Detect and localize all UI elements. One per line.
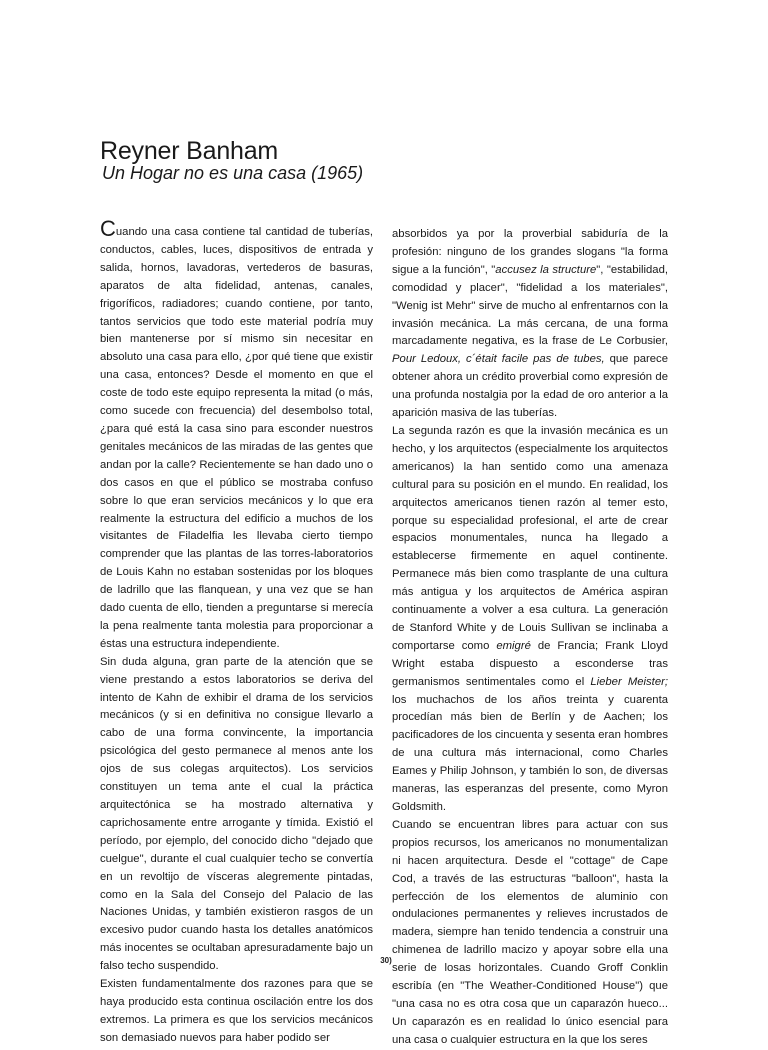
text-run: ", "estabilidad, comodidad y placer", "fidelidad a los materiales", "Wenig ist Mehr" sirve de mucho al enfrentarnos con la invasión mecánica. La más cercana, de una forma marcadamente negativa, es la frase de Le Corbusier,	[392, 263, 668, 348]
paragraph: Sin duda alguna, gran parte de la atención que se viene prestando a estos laboratorios se deriva del intento de Kahn de exhibir el drama de los servicios mecánicos (y si en definitiva no consigue llevarlo a cabo de una forma convincente, la importancia psicológica del gesto permanece al menos ante los ojos de sus colegas arquitectos). Los servicios constituyen un tema ante el cual la práctica arquitectónica se ha mostrado alternativa y caprichosamente entre arrogante y tímida. Existió el período, por ejemplo, del conocido dicho "dejado que cuelgue", durante el cual cualquier techo se convertía en un revoltijo de vísceras alegremente pintadas, como en la Sala del Consejo del Palacio de las Naciones Unidas, y también existieron rasgos de un excesivo pudor cuando hasta los detalles anatómicos más inocentes se ocultaban apresuradamente bajo un falso techo suspendido.	[100, 655, 373, 973]
essay-title: Un Hogar no es una casa (1965)	[102, 163, 364, 183]
left-column	[100, 216, 373, 1048]
dropcap: C	[100, 216, 116, 241]
text-run: La segunda razón es que la invasión mecánica es un hecho, y los arquitectos (especialmente los arquitectos americanos) la han sentido como una amenaza cultural para su posición en el mundo. En realidad, los arquitectos americanos tienen razón al temer esto, porque su especialidad profesional, el arte de crear espacios monumentales, nunca ha llegado a establecerse firmemente en aquel continente. Permanece más bien como trasplante de una cultura más antigua y los arquitectos de América aspiran continuamente a volver a esa cultura. La generación de Stanford White y de Louis Sullivan se inclinaba a comportarse como	[392, 424, 668, 652]
author-heading: Reyner Banham	[100, 137, 279, 165]
italic-phrase: Pour Ledoux, c´était facile pas de tubes,	[392, 353, 605, 366]
paragraph: Cuando se encuentran libres para actuar con sus propios recursos, los americanos no monumentalizan ni hacen arquitectura. Desde el "cottage" de Cape Cod, a través de las estructuras "balloon", hasta la perfección de los elementos de aluminio con ondulaciones permanentes y relieves incrustados de madera, siempre han tenido tendencia a construir una chimenea de ladrillo macizo y apoyar sobre ella una serie de losas horizontales. Cuando Groff Conklin escribía (en "The Weather-Conditioned House") que "una casa no es otra cosa que un caparazón hueco... Un caparazón es en realidad lo único esencial para una casa o cualquier estructura en la que los seres	[392, 818, 668, 1046]
paragraph	[392, 423, 668, 817]
italic-phrase: accusez la structure	[495, 263, 597, 276]
italic-phrase: emigré	[496, 639, 531, 652]
paragraph-text: uando una casa contiene tal cantidad de tuberías, conductos, cables, luces, dispositivos de entrada y salida, hornos, lavadoras, vertederos de basuras, aparatos de alta fidelidad, antenas, canales, frigoríficos, radiadores; cuando contiene, por tanto, tantos servicios que todo este material podría muy bien mantenerse por sí mismo sin necesitar en absoluto una casa para ello, ¿por qué tiene que existir una casa, entonces? Desde el momento en que el coste de todo este equipo representa la mitad (o más, como sucede con frecuencia) del desembolso total, ¿para qué está la casa sino para esconder nuestros genitales mecánicos de las miradas de las gentes que andan por la calle? Recientemente se han dado uno o dos casos en que el público se mostraba confuso sobre lo que eran servicios mecánicos y lo que era realmente la estructura del edificio a muchos de los visitantes de Filadelfia les llevaba cierto tiempo comprender que las plantas de las torres-laboratorios de Louis Kahn no estaban sostenidas por los bloques de ladrillo que las flanquean, y una vez que se han dado cuenta de ello, tienden a preguntarse si merecía la pena realmente tanta molestia para proporcionar a éstas una estructura independiente.	[100, 226, 373, 650]
text-run: de Francia; Frank Lloyd Wright estaba dispuesto a esconderse tras germanismos sentimentales como el	[392, 639, 668, 688]
page-number: 30)	[380, 956, 392, 965]
text-run: absorbidos ya por la proverbial sabiduría de la profesión: ninguno de los grandes slogans "la forma sigue a la función", "	[392, 228, 668, 276]
paragraph: Existen fundamentalmente dos razones para que se haya producido esta continua oscilación entre los dos extremos. La primera es que los servicios mecánicos son demasiado nuevos para haber podido ser	[100, 978, 373, 1044]
paragraph	[100, 216, 373, 654]
paragraph	[392, 226, 668, 423]
right-column	[392, 226, 668, 1050]
italic-phrase: Lieber Meister;	[590, 675, 669, 688]
text-run: los muchachos de los años treinta y cuarenta procedían más bien de Berlín y de Aachen; los pacificadores de los cincuenta y sesenta eran hombres de una cultura más internacional, como Charles Eames y Philip Johnson, y también lo son, de diversas maneras, las esperanzas del presente, como Myron Goldsmith.	[392, 693, 668, 813]
text-run: que parece obtener ahora un crédito proverbial como expresión de una profunda nostalgia por la edad de oro anterior a la aparición masiva de las tuberías.	[392, 353, 668, 420]
